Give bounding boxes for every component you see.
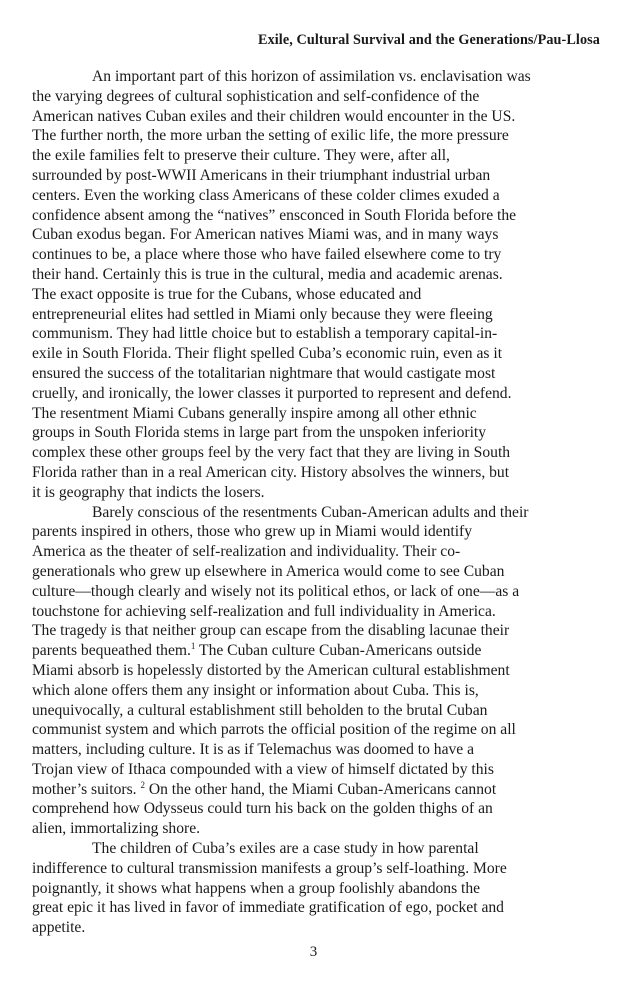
- text-line: generationals who grew up elsewhere in America would come to see Cuban: [32, 562, 505, 580]
- text-line: confidence absent among the “natives” ensconced in South Florida before the: [32, 206, 517, 224]
- text-line: America as the theater of self-realization and individuality. Their co-: [32, 543, 461, 561]
- text-line: comprehend how Odysseus could turn his back on the golden thighs of an: [32, 800, 493, 818]
- text-line: continues to be, a place where those who have failed elsewhere come to try: [32, 246, 502, 264]
- text-line: cruelly, and ironically, the lower classes it purported to represent and defend.: [32, 384, 512, 402]
- text-line: appetite.: [32, 919, 86, 937]
- text-line: touchstone for achieving self-realization and full individuality in America.: [32, 602, 496, 620]
- text-line: groups in South Florida stems in large part from the unspoken inferiority: [32, 424, 487, 442]
- text-line: alien, immortalizing shore.: [32, 820, 201, 838]
- text-line: surrounded by post-WWII Americans in their triumphant industrial urban: [32, 166, 491, 184]
- text-line: poignantly, it shows what happens when a group foolishly abandons the: [32, 879, 481, 897]
- text-line: communist system and which parrots the official position of the regime on all: [32, 721, 516, 739]
- text-line: The exact opposite is true for the Cubans, whose educated and: [32, 285, 422, 303]
- text-line: exile in South Florida. Their flight spelled Cuba’s economic ruin, even as it: [32, 345, 503, 363]
- text-fragment: On the other hand, the Miami Cuban-Americans cannot: [144, 780, 497, 798]
- text-line: The further north, the more urban the setting of exilic life, the more pressure: [32, 127, 509, 145]
- text-line: the exile families felt to preserve their culture. They were, after all,: [32, 147, 450, 165]
- text-line: indifference to cultural transmission manifests a group’s self-loathing. More: [32, 859, 507, 877]
- text-line: the varying degrees of cultural sophistication and self-confidence of the: [32, 87, 480, 105]
- text-line: parents inspired in others, those who grew up in Miami would identify: [32, 523, 473, 541]
- text-line: The resentment Miami Cubans generally inspire among all other ethnic: [32, 404, 477, 422]
- paragraph-2: [32, 503, 598, 840]
- text-line: which alone offers them any insight or information about Cuba. This is,: [32, 681, 479, 699]
- text-line: ensured the success of the totalitarian nightmare that would castigate most: [32, 364, 496, 382]
- text-line: The tragedy is that neither group can escape from the disabling lacunae their: [32, 622, 510, 640]
- text-line: their hand. Certainly this is true in the cultural, media and academic arenas.: [32, 265, 503, 283]
- text-line: entrepreneurial elites had settled in Miami only because they were fleeing: [32, 305, 493, 323]
- text-line: complex these other groups feel by the very fact that they are living in South: [32, 444, 511, 462]
- text-line: culture—though clearly and wisely not its political ethos, or lack of one—as a: [32, 582, 520, 600]
- text-line: The children of Cuba’s exiles are a case study in how parental: [92, 840, 479, 858]
- text-line: Miami absorb is hopelessly distorted by the American cultural establishment: [32, 661, 510, 679]
- text-line: Florida rather than in a real American city. History absolves the winners, but: [32, 463, 510, 481]
- body-text: [32, 67, 598, 938]
- footnote-ref: 1: [190, 641, 196, 652]
- footnote-ref: 2: [140, 779, 145, 790]
- text-fragment: parents bequeathed them.: [32, 642, 191, 660]
- text-line: centers. Even the working class Americans of these colder climes exuded a: [32, 186, 500, 204]
- text-line: Barely conscious of the resentments Cuban-American adults and their: [92, 503, 529, 521]
- text-fragment: The Cuban culture Cuban-Americans outside: [195, 642, 482, 660]
- text-fragment: mother’s suitors.: [32, 780, 137, 798]
- text-line: great epic it has lived in favor of immediate gratification of ego, pocket and: [32, 899, 504, 917]
- text-line: communism. They had little choice but to establish a temporary capital-in-: [32, 325, 498, 343]
- paragraph-1: [32, 67, 598, 503]
- text-line-with-footnote: [32, 641, 598, 661]
- text-line: matters, including culture. It is as if Telemachus was doomed to have a: [32, 741, 475, 759]
- page-number: 3: [309, 944, 318, 960]
- paragraph-3: [32, 839, 598, 938]
- text-line: it is geography that indicts the losers.: [32, 483, 265, 501]
- running-header: Exile, Cultural Survival and the Generations/Pau-Llosa: [258, 32, 600, 48]
- text-line: An important part of this horizon of assimilation vs. enclavisation was: [92, 68, 531, 85]
- text-line: unequivocally, a cultural establishment still beholden to the brutal Cuban: [32, 701, 488, 719]
- text-line: American natives Cuban exiles and their children would encounter in the US.: [32, 107, 516, 125]
- text-line: Cuban exodus began. For American natives Miami was, and in many ways: [32, 226, 499, 244]
- text-line: Trojan view of Ithaca compounded with a view of himself dictated by this: [32, 760, 494, 778]
- text-line-with-footnote: [32, 780, 598, 800]
